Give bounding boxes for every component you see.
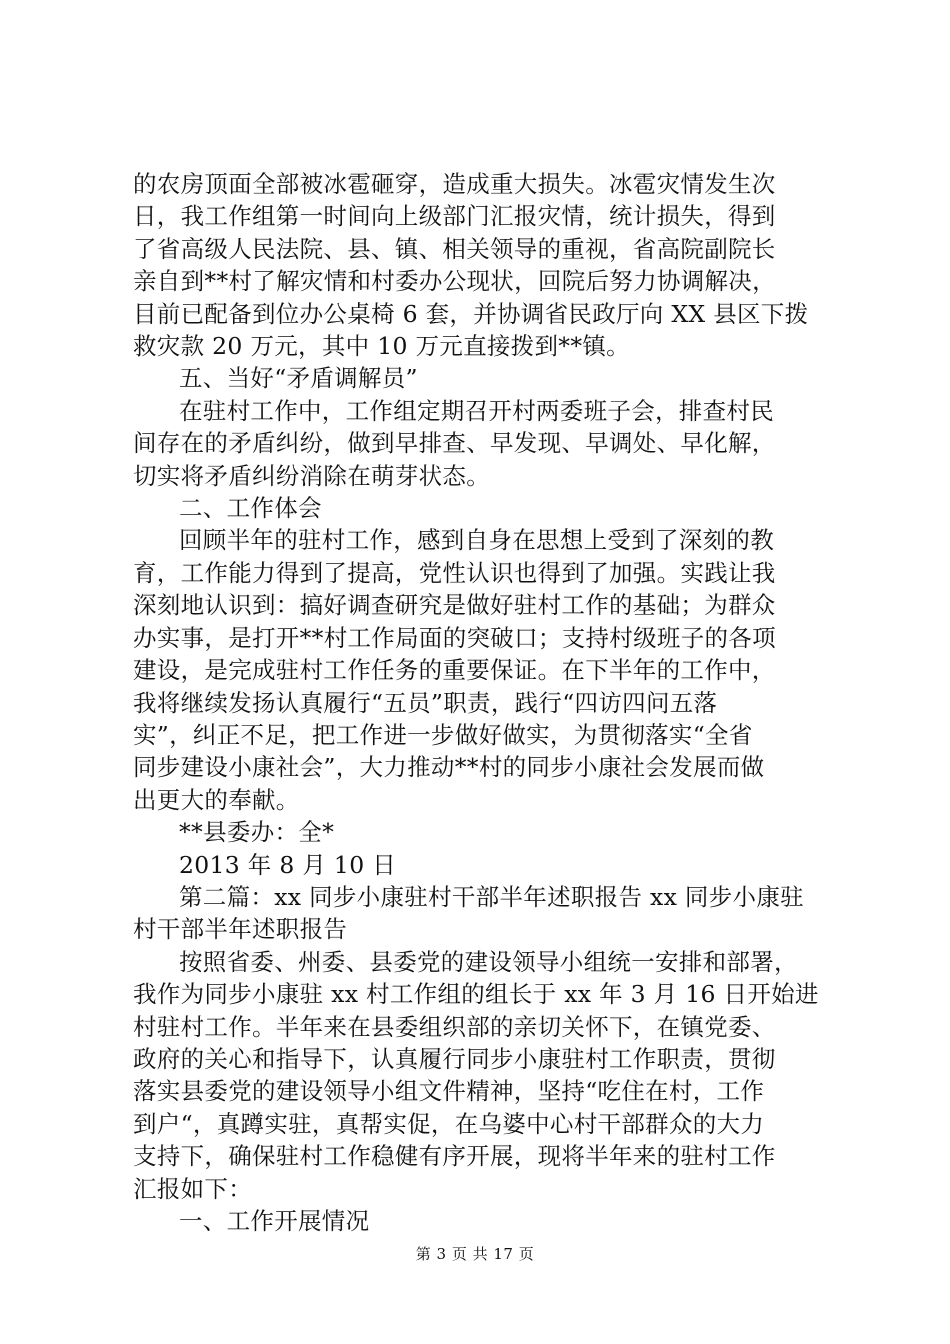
text-line: 我作为同步小康驻 xx 村工作组的组长于 xx 年 3 月 16 日开始进 bbox=[133, 980, 819, 1009]
text-line: 按照省委、州委、县委党的建设领导小组统一安排和部署， bbox=[179, 947, 798, 976]
text-line: 五、当好“矛盾调解员” bbox=[179, 364, 418, 393]
text-line: 的农房顶面全部被冰雹砸穿，造成重大损失。冰雹灾情发生次 bbox=[133, 170, 776, 198]
text-line: 建设，是完成驻村工作任务的重要保证。在下半年的工作中， bbox=[133, 656, 776, 685]
text-line: 汇报如下： bbox=[133, 1174, 252, 1203]
text-line: 实”，纠正不足，把工作进一步做好做实，为贯彻落实“全省 bbox=[133, 720, 753, 749]
text-line: 日，我工作组第一时间向上级部门汇报灾情，统计损失，得到 bbox=[133, 202, 776, 231]
text-line: 第二篇：xx 同步小康驻村干部半年述职报告 xx 同步小康驻 bbox=[179, 882, 804, 911]
text-line: 目前已配备到位办公桌椅 6 套，并协调省民政厅向 XX 县区下拨 bbox=[133, 299, 809, 328]
text-line: 救灾款 20 万元，其中 10 万元直接拨到**镇。 bbox=[133, 332, 630, 361]
text-line: 办实事，是打开**村工作局面的突破口；支持村级班子的各项 bbox=[133, 623, 776, 652]
text-line: 亲自到**村了解灾情和村委办公现状，回院后努力协调解决， bbox=[133, 267, 776, 296]
text-line: 落实县委党的建设领导小组文件精神，坚持“吃住在村，工作 bbox=[133, 1077, 765, 1106]
text-line: 支持下，确保驻村工作稳健有序开展，现将半年来的驻村工作 bbox=[133, 1142, 776, 1171]
text-line: 一、工作开展情况 bbox=[179, 1207, 370, 1235]
page-footer: 第 3 页 共 17 页 bbox=[415, 1245, 535, 1263]
text-line: 2013 年 8 月 10 日 bbox=[179, 850, 397, 879]
text-line: 了省高级人民法院、县、镇、相关领导的重视，省高院副院长 bbox=[133, 234, 776, 263]
text-line: 到户“，真蹲实驻，真帮实促，在乌婆中心村干部群众的大力 bbox=[133, 1109, 765, 1138]
text-line: 村干部半年述职报告 bbox=[133, 915, 348, 944]
text-line: 二、工作体会 bbox=[179, 494, 322, 523]
text-line: 我将继续发扬认真履行“五员”职责，践行“四访四问五落 bbox=[133, 688, 718, 717]
text-line: 回顾半年的驻村工作，感到自身在思想上受到了深刻的教 bbox=[179, 526, 774, 555]
text-line: 政府的关心和指导下，认真履行同步小康驻村工作职责，贯彻 bbox=[133, 1044, 776, 1073]
text-line: 间存在的矛盾纠纷，做到早排查、早发现、早调处、早化解， bbox=[133, 429, 776, 458]
text-line: 深刻地认识到：搞好调查研究是做好驻村工作的基础；为群众 bbox=[133, 591, 776, 620]
text-line: 同步建设小康社会”，大力推动**村的同步小康社会发展而做 bbox=[133, 753, 765, 782]
text-line: 在驻村工作中，工作组定期召开村两委班子会，排查村民 bbox=[179, 396, 774, 425]
document-body bbox=[133, 168, 833, 1237]
text-line: **县委办：全* bbox=[179, 818, 335, 847]
text-line: 出更大的奉献。 bbox=[133, 785, 300, 814]
text-line: 育，工作能力得到了提高，党性认识也得到了加强。实践让我 bbox=[133, 558, 776, 587]
text-line: 村驻村工作。半年来在县委组织部的亲切关怀下，在镇党委、 bbox=[133, 1012, 776, 1041]
text-line: 切实将矛盾纠纷消除在萌芽状态。 bbox=[133, 461, 490, 490]
